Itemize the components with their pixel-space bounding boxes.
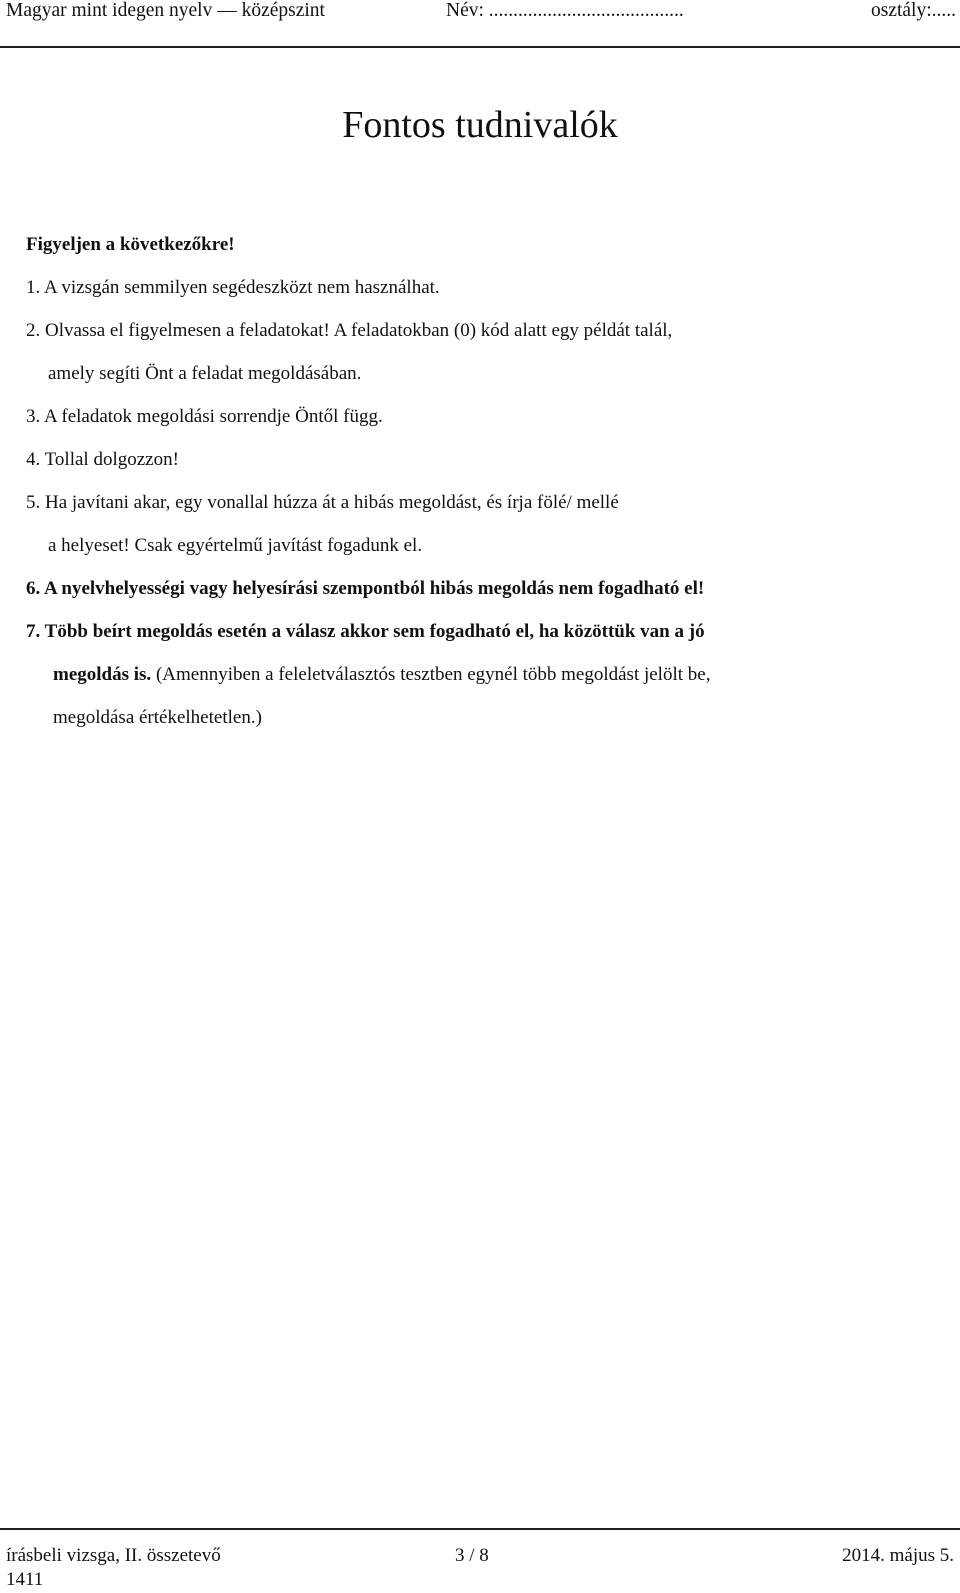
exam-date: 2014. május 5. — [842, 1545, 954, 1566]
rule-1: 1. A vizsgán semmilyen segédeszközt nem használhat. — [26, 277, 440, 298]
rule-7-cont — [53, 662, 710, 688]
name-field[interactable]: Név: ........................................ — [446, 0, 684, 21]
rule-2: 2. Olvassa el figyelmesen a feladatokat! A feladatokban (0) kód alatt egy példát talál, — [26, 320, 673, 341]
footer-exam-label: írásbeli vizsga, II. összetevő — [6, 1545, 221, 1566]
rule-3: 3. A feladatok megoldási sorrendje Öntől függ. — [26, 406, 383, 427]
rule-5: 5. Ha javítani akar, egy vonallal húzza át a hibás megoldást, és írja fölé/ mellé — [26, 492, 619, 513]
header-divider — [0, 46, 960, 48]
footer-divider — [0, 1528, 960, 1530]
page-title: Fontos tudnivalók — [342, 104, 618, 146]
rule-4: 4. Tollal dolgozzon! — [26, 449, 179, 470]
intro-heading: Figyeljen a következőkre! — [26, 234, 235, 255]
rule-7: 7. Több beírt megoldás esetén a válasz akkor sem fogadható el, ha közöttük van a jó — [26, 621, 705, 642]
rule-7-end: megoldása értékelhetetlen.) — [53, 707, 262, 728]
rule-2-cont: amely segíti Önt a feladat megoldásában. — [48, 363, 362, 384]
class-field[interactable]: osztály:..... — [870, 0, 956, 21]
rule-6-text: 6. A nyelvhelyességi vagy helyesírási szempontból hibás megoldás nem fogadható el! — [26, 578, 705, 599]
exam-subject-label: Magyar mint idegen nyelv — középszint — [6, 0, 325, 21]
rule-5-cont: a helyeset! Csak egyértelmű javítást fogadunk el. — [48, 535, 423, 556]
rule-7-rest: (Amennyiben a feleletválasztós tesztben egynél több megoldást jelölt be, — [151, 664, 711, 685]
page-number: 3 / 8 — [455, 1545, 489, 1566]
page-header — [0, 0, 960, 22]
exam-code: 1411 — [6, 1569, 44, 1590]
rule-7-bold: megoldás is. — [53, 664, 152, 685]
rule-6 — [26, 576, 704, 602]
